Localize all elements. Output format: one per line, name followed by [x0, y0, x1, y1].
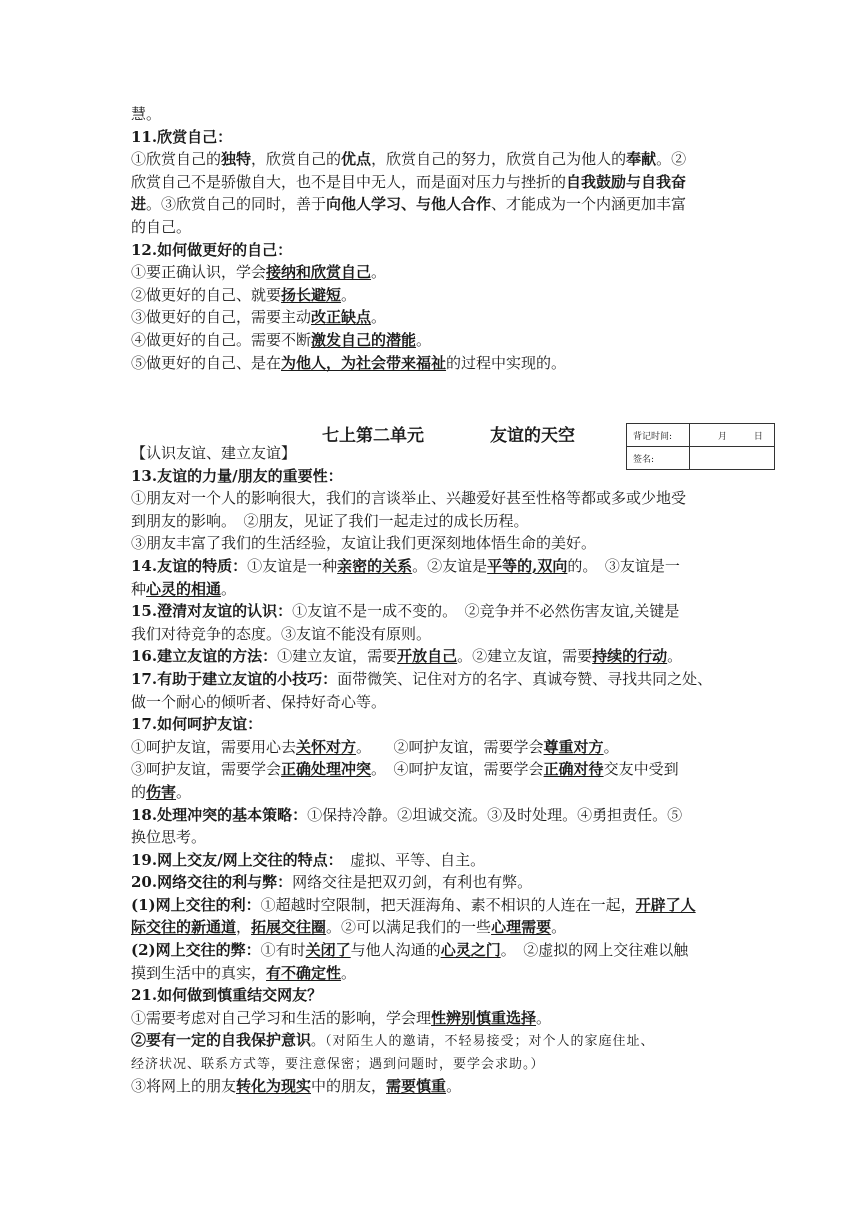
text: 11.欣赏自己：: [131, 127, 233, 146]
text-line: [131, 939, 731, 962]
text-line: [131, 171, 731, 194]
text: 。: [221, 579, 237, 598]
text: ④做更好的自己。需要不断: [131, 330, 312, 349]
text: 的自己。: [131, 217, 192, 236]
friendship-section: [131, 442, 731, 1097]
key-phrase: 尊重对方: [543, 737, 604, 756]
text: ①保持冷静。②坦诚交流。③及时处理。④勇担责任。⑤: [307, 805, 683, 824]
text: 。②: [656, 150, 687, 169]
text: 。: [341, 963, 357, 982]
month-label: 月: [718, 431, 728, 442]
key-phrase: 正确处理冲突: [281, 760, 372, 779]
text-line: [131, 1075, 731, 1098]
text: ①欣赏自己的: [131, 150, 222, 169]
text: 。②可以满足我们的一些: [326, 918, 492, 937]
text: ①呵护友谊，需要用心去: [131, 737, 297, 756]
key-phrase: 持续的行动: [592, 647, 668, 666]
text: 。: [536, 1008, 552, 1027]
text: 做一个耐心的倾听者、保持好奇心等。: [131, 692, 387, 711]
text: ①需要考虑对自己学习和生活的影响，学会理: [131, 1008, 432, 1027]
text: ①有时: [260, 941, 306, 960]
text-line: [131, 871, 731, 894]
text: ①友谊不是一成不变的。 ②竞争并不必然伤害友谊,关键是: [292, 602, 680, 621]
text: 13.友谊的力量/朋友的重要性：: [131, 466, 343, 485]
heading-17: 17.有助于建立友谊的小技巧：: [131, 669, 338, 688]
text-line: [131, 103, 731, 126]
text: 慧。: [131, 105, 162, 123]
list-item: [131, 352, 731, 375]
text: 与他人沟通的: [350, 941, 441, 960]
text-line: [131, 510, 731, 533]
text: 。 ②呵护友谊，需要学会: [356, 737, 544, 756]
key-phrase: 开辟了人: [635, 895, 696, 914]
text: 【认识友谊、建立友谊】: [131, 444, 297, 462]
text: 种: [131, 579, 147, 598]
text-line: [131, 193, 731, 216]
key-phrase: 扬长避短: [281, 285, 342, 304]
text: 到朋友的影响。 ②朋友，见证了我们一起走过的成长历程。: [131, 511, 529, 530]
text: 。: [551, 918, 567, 937]
bold-text: 进: [131, 195, 147, 214]
text-line: [131, 736, 731, 759]
text: ①建立友谊，需要: [277, 647, 398, 666]
heading-13: [131, 465, 731, 488]
text: ③呵护友谊，需要学会: [131, 760, 282, 779]
text: 。②友谊是: [412, 556, 488, 575]
key-phrase: 接纳和欣赏自己: [266, 263, 372, 282]
key-phrase: 心灵的相通: [146, 579, 222, 598]
text-line: [131, 216, 731, 239]
text-line: [131, 578, 731, 601]
key-phrase: 际交往的新通道: [131, 918, 237, 937]
text: 虚拟、平等、自主。: [335, 850, 486, 869]
list-item: [131, 261, 731, 284]
heading-18: 18.处理冲突的基本策略：: [131, 805, 308, 824]
text: 。 ②虚拟的网上交往难以触: [500, 941, 689, 960]
text: ①友谊是一种: [247, 556, 338, 575]
key-phrase: 关闭了: [305, 941, 351, 960]
text-line: [131, 532, 731, 555]
text: ③将网上的朋友: [131, 1076, 237, 1095]
key-phrase: 需要慎重: [386, 1076, 447, 1095]
text-line: [131, 849, 731, 872]
text-line: [131, 1007, 731, 1030]
text: 欣赏自己不是骄傲自大，也不是目中无人，而是面对压力与挫折的: [131, 172, 567, 191]
text: 。: [416, 330, 432, 349]
key-phrase: 拓展交往圈: [251, 918, 327, 937]
bold-text: 奉献: [626, 150, 657, 169]
text-line: [131, 668, 731, 691]
text: 。③欣赏自己的同时，善于: [146, 195, 327, 214]
bold-text: 独特: [221, 150, 252, 169]
text-line: [131, 645, 731, 668]
key-phrase: 开放自己: [397, 647, 458, 666]
note-text: 经济状况、联系方式等，要注意保密；遇到问题时，要学会求助。）: [131, 1057, 545, 1073]
heading-19: 19.网上交友/网上交往的特点：: [131, 850, 336, 869]
day-label: 日: [753, 431, 763, 442]
text-line: [131, 487, 731, 510]
text-line: [131, 758, 731, 781]
key-phrase: 亲密的关系: [337, 556, 413, 575]
text: 17.如何呵护友谊：: [131, 715, 263, 734]
recite-time-label: 背记时间:: [627, 424, 690, 447]
text: 换位思考。: [131, 828, 207, 847]
text: 。: [603, 737, 619, 756]
key-phrase: 伤害: [146, 782, 177, 801]
text-line: [131, 555, 731, 578]
text: 。: [446, 1076, 462, 1095]
text-line: [131, 894, 731, 917]
unit-topic: 友谊的天空: [490, 426, 575, 446]
top-section: [131, 103, 731, 374]
text: ②做更好的自己、就要: [131, 285, 282, 304]
key-phrase: 平等的,双向: [487, 556, 568, 575]
text: 。: [341, 285, 357, 304]
text: 。②建立友谊，需要: [457, 647, 593, 666]
key-phrase: 正确对待: [543, 760, 604, 779]
text: 。 ④呵护友谊，需要学会: [371, 760, 544, 779]
text-line: [131, 148, 731, 171]
text: 21.如何做到慎重结交网友？: [131, 986, 323, 1005]
text: 。: [176, 782, 192, 801]
heading-17b: [131, 713, 731, 736]
bold-text: 优点: [341, 150, 372, 169]
key-phrase: 激发自己的潜能: [311, 330, 417, 349]
text: 、才能成为一个内涵更加丰富: [491, 195, 687, 214]
text: 我们对待竞争的态度。③友谊不能没有原则。: [131, 624, 432, 643]
key-phrase: 有不确定性: [266, 963, 342, 982]
text: 的过程中实现的。: [446, 353, 567, 372]
text-line: [131, 826, 731, 849]
heading-20: 20.网络交往的利与弊：: [131, 873, 293, 892]
text-line: [131, 1052, 731, 1075]
unit-name: 七上第二单元: [322, 426, 424, 446]
key-phrase: 为他人，为社会带来福祉: [281, 353, 447, 372]
heading-15: 15.澄清对友谊的认识：: [131, 602, 293, 621]
text: 12.如何做更好的自己：: [131, 240, 293, 259]
text: ①超越时空限制，把天涯海角、素不相识的人连在一起，: [260, 895, 636, 914]
list-item: [131, 329, 731, 352]
text: ③朋友丰富了我们的生活经验，友谊让我们更深刻地体悟生命的美好。: [131, 534, 597, 553]
key-phrase: 性辨别慎重选择: [431, 1008, 537, 1027]
key-phrase: 心灵之门: [440, 941, 501, 960]
text: 网络交往是把双刃剑，有利也有弊。: [292, 873, 533, 892]
text: 。: [371, 308, 387, 327]
heading-21: [131, 984, 731, 1007]
heading-20b: (2)网上交往的弊：: [131, 941, 261, 960]
sign-label: 签名:: [627, 447, 690, 470]
text: 中的朋友，: [311, 1076, 387, 1095]
text-line: [131, 600, 731, 623]
text-line: [131, 691, 731, 714]
heading-14: 14.友谊的特质：: [131, 556, 248, 575]
text: ⑤做更好的自己、是在: [131, 353, 282, 372]
text: ③做更好的自己，需要主动: [131, 308, 312, 327]
text: ①要正确认识，学会: [131, 263, 267, 282]
note-text: 。（对陌生人的邀请，不轻易接受；对个人的家庭住址、: [311, 1034, 655, 1050]
section-heading: [131, 442, 731, 465]
bold-text: ②要有一定的自我保护意识: [131, 1031, 312, 1050]
heading-12: [131, 239, 731, 262]
text: ①朋友对一个人的影响很大，我们的言谈举止、兴趣爱好甚至性格等都或多或少地受: [131, 489, 687, 508]
bold-text: 向他人学习、与他人合作: [326, 195, 492, 214]
text-line: [131, 916, 731, 939]
key-phrase: 改正缺点: [311, 308, 372, 327]
text: ，: [236, 918, 252, 937]
text: 。: [667, 647, 683, 666]
list-item: [131, 306, 731, 329]
text: ，欣赏自己的努力，欣赏自己为他人的: [371, 150, 627, 169]
heading-16: 16.建立友谊的方法：: [131, 647, 278, 666]
text-line: [131, 1029, 731, 1052]
text: ，欣赏自己的: [251, 150, 342, 169]
text: 摸到生活中的真实，: [131, 963, 267, 982]
text: 面带微笑、记住对方的名字、真诚夸赞、寻找共同之处、: [337, 669, 713, 688]
text: 交友中受到: [603, 760, 679, 779]
list-item: [131, 284, 731, 307]
heading-11: [131, 126, 731, 149]
text-line: [131, 804, 731, 827]
text-line: [131, 962, 731, 985]
key-phrase: 关怀对方: [296, 737, 357, 756]
text: 的: [131, 782, 147, 801]
key-phrase: 转化为现实: [236, 1076, 312, 1095]
text-line: [131, 623, 731, 646]
text: 。: [371, 263, 387, 282]
heading-20a: (1)网上交往的利：: [131, 895, 261, 914]
text: 的。 ③友谊是一: [567, 556, 680, 575]
key-phrase: 心理需要: [491, 918, 552, 937]
text-line: [131, 781, 731, 804]
bold-text: 自我鼓励与自我奋: [566, 172, 687, 191]
